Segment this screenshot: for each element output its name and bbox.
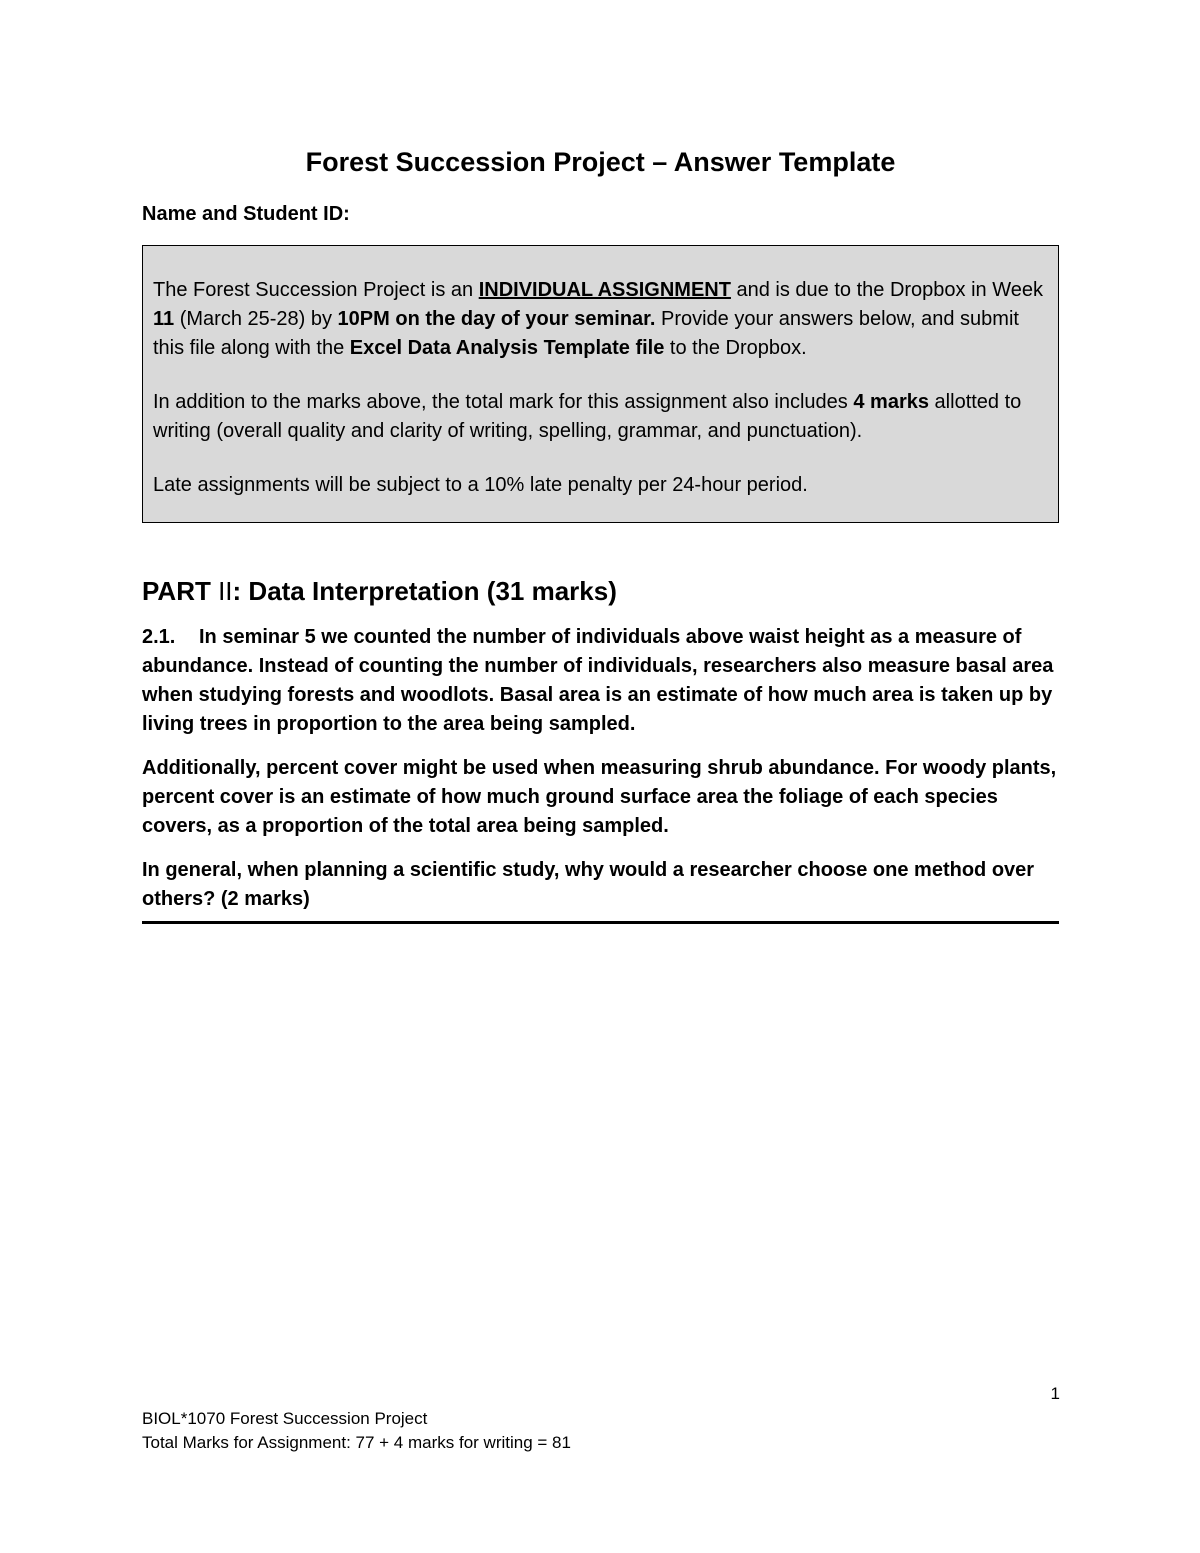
question-text: In seminar 5 we counted the number of individuals above waist height as a measure of abundance. Instead of counting the number of individuals, researchers also measure basal area when studying forests and woodlots. Basal area is an estimate of how much area is taken up by living trees in proportion to the area being sampled. xyxy=(142,626,1054,735)
assignment-type-text: INDIVIDUAL ASSIGNMENT xyxy=(478,279,731,301)
page-number: 1 xyxy=(1050,1384,1060,1403)
question-paragraph-1 xyxy=(142,623,1059,739)
name-student-id-label: Name and Student ID: xyxy=(142,203,350,225)
deadline-text: 10PM on the day of your seminar. xyxy=(337,308,656,330)
part-heading-numeral: II xyxy=(218,576,233,606)
page-footer xyxy=(142,1407,571,1455)
footer-course-name: BIOL*1070 Forest Succession Project xyxy=(142,1409,428,1428)
info-paragraph-late-penalty: Late assignments will be subject to a 10% late penalty per 24-hour period. xyxy=(153,474,808,496)
info-text: to the Dropbox. xyxy=(664,337,807,359)
writing-marks-text: 4 marks xyxy=(853,391,929,413)
page-content xyxy=(142,140,1059,924)
document-title: Forest Succession Project – Answer Template xyxy=(305,147,896,177)
part-heading xyxy=(142,571,1059,611)
assignment-info-box xyxy=(142,245,1059,523)
question-2-1 xyxy=(142,623,1059,914)
info-text: (March 25-28) by xyxy=(174,308,338,330)
footer-total-marks: Total Marks for Assignment: 77 + 4 marks for writing = 81 xyxy=(142,1433,571,1452)
info-text: and is due to the Dropbox in Week xyxy=(730,279,1043,301)
info-paragraph-due-date xyxy=(153,276,1044,363)
info-paragraph-writing-marks xyxy=(153,388,1044,446)
part-heading-start: PART xyxy=(142,576,219,606)
question-number: 2.1. xyxy=(142,626,176,648)
template-file-text: Excel Data Analysis Template file xyxy=(349,337,665,359)
part-heading-end: : Data Interpretation (31 marks) xyxy=(232,576,617,606)
week-number-text: 11 xyxy=(153,308,175,330)
info-text: The Forest Succession Project is an xyxy=(153,279,479,301)
question-paragraph-3: In general, when planning a scientific study, why would a researcher choose one method over others? (2 marks) xyxy=(142,859,1035,910)
answer-divider-line xyxy=(142,917,1059,924)
info-text: In addition to the marks above, the total mark for this assignment also includes xyxy=(153,391,854,413)
info-text: allotted to writing (overall quality and clarity of writing, spelling, grammar, and punctuation). xyxy=(153,391,1022,442)
question-paragraph-2: Additionally, percent cover might be used when measuring shrub abundance. For woody plants, percent cover is an estimate of how much ground surface area the foliage of each species covers, as a proportion of the total area being sampled. xyxy=(142,757,1057,837)
info-text: Provide your answers below, and submit this file along with the xyxy=(153,308,1019,359)
